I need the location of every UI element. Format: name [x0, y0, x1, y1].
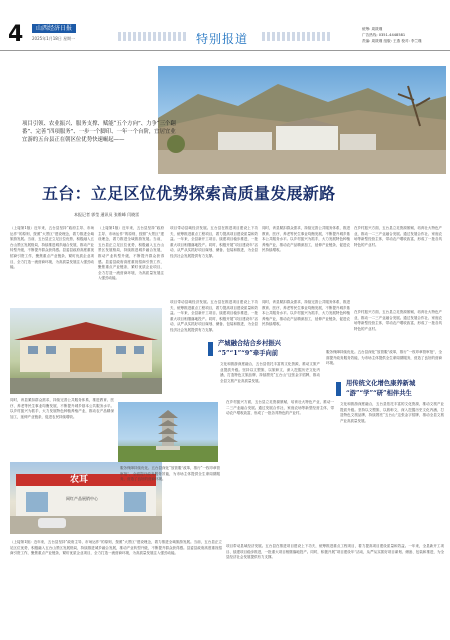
header-rule [0, 50, 450, 51]
photo-traditional-building [10, 308, 162, 394]
subhead-1-line-1: 产城融合结合乡村振兴 [218, 340, 281, 347]
body-column-1: （上接第1版）近年来，五台县坚持“政府主导、市场运作”的原则，按照“大景区”建设理念，着力推进全域旅游发展。当前，五台县正立足区位优势，积极融入五台山景区发展格局，持续推进城乡融合发展，推动产业转型升级，不断提升群众获得感。县委县政府高度重视招商引资工作，聚焦重点产业链条，紧盯优质企业项目，全力打造一流营商环境，为高质量发展注入强劲动能。 [10, 226, 94, 270]
editor-info [362, 26, 422, 44]
body-column-4b: 在乡村振兴方面，五台县立足资源禀赋，培育壮大特色产业，推动一二三产业融合发展。通过发展合作社、家庭农场等新型经营主体，带动农户增收致富，形成了一批各具特色的产业村。 [354, 310, 442, 331]
mountain-village-illustration [158, 66, 446, 174]
body-column-2: 项目带动县域经济发展。五台县在推进项目建设上下功夫，统筹推进重点工程项目，着力提高项目建设质量和效益。一年来，全县新开工项目、续建项目稳步推进，一批重大项目相继落地投产。同时，积极开展“项目建设年”活动，从严从实抓好项目谋划、储备、包装和推进，为全县经济社会发展提供有力支撑。 [170, 226, 258, 258]
traditional-building-illustration [10, 308, 162, 394]
body-column-8: 在乡村振兴方面，五台县立足资源禀赋，培育壮大特色产业，推动一二三产业融合发展。通过发展合作社、家庭农场等新型经营主体，带动农户增收致富，形成了一批各具特色的产业村。 [226, 400, 334, 416]
editor-line-3: 责编: 周筱瑾 组版: 王燕 校对: 李兰瑾 [362, 39, 422, 43]
body-column-11: （上接第1版）近年来，五台县坚持“政府主导、市场运作”的原则，按照“大景区”建设理念，着力推进全域旅游发展。当前，五台县正立足区位优势，积极融入五台山景区发展格局，持续推进城乡融合发展，推动产业转型升级，不断提升群众获得感。县委县政府高度重视招商引资工作，聚焦重点产业链条，紧盯优质企业项目，全力打造一流营商环境，为高质量发展注入强劲动能。 [10, 540, 222, 556]
main-headline: 五台：立足区位优势探索高质量发展新路 [42, 184, 336, 203]
subhead-1-line-2: “5”“1”“9”牵手向前 [218, 350, 279, 357]
subhead-ornament-1 [208, 342, 213, 356]
body-column-2b: 项目带动县域经济发展。五台县在推进项目建设上下功夫，统筹推进重点工程项目，着力提高项目建设质量和效益。一年来，全县新开工项目、续建项目稳步推进，一批重大项目相继落地投产。同时，积极开展“项目建设年”活动，从严从实抓好项目谋划、储备、包装和推进，为全县经济社会发展提供有力支撑。 [170, 300, 258, 332]
body-column-3: 同时，该县紧扣群众需求，持续完善公共服务体系，推进教育、医疗、养老等民生事业均衡发展，不断提升城乡基本公共服务水平。以乡村振兴为抓手，大力发展特色种植养殖产业，推动农产品精深加工，延伸产业链条，促进农民持续增收。 [262, 226, 350, 253]
body-column-10: 服务保障持续优化。五台县深化“放管服”改革，推行“一枚印章管审批”，全面提升政务服务效能，为市场主体提供全生命周期服务，营造了良好的营商环境。 [120, 466, 220, 482]
editor-line-2: 广告热线: 0351-4448581 [362, 33, 406, 37]
shop-sign-text: 农耳 [70, 475, 89, 485]
body-column-6: 服务保障持续优化。五台县深化“放管服”改革，推行“一枚印章管审批”，全面提升政务服务效能，为市场主体提供全生命周期服务，营造了良好的营商环境。 [326, 350, 442, 366]
shop-sign-subtext: 网红产品展销中心 [66, 496, 98, 501]
page-number: 4 [8, 22, 24, 47]
masthead-paper-name: 山西经济日报 [32, 24, 76, 33]
masthead-date-line: 2025年1月18日 星期一 [32, 36, 76, 41]
byline: 本报记者 郭莹 通讯员 张维峰 闫晓雷 [74, 212, 140, 217]
subhead-2-line-1: 用传统文化增色康养新城 [346, 380, 416, 387]
section-divider-left [118, 32, 188, 41]
lead-paragraph: 项目引领、农业振兴、服务支撑、赋能“五个方向”、力争“三个翻番”、完善“四项服务”、一步一个脚印、一年一个台阶，宜居宜业宜游的五台县正在朝区位优势快速崛起—— [22, 121, 176, 144]
pagoda-illustration [118, 402, 218, 462]
body-column-1b: （上接第1版）近年来，五台县坚持“政府主导、市场运作”的原则，按照“大景区”建设理念，着力推进全域旅游发展。当前，五台县正立足区位优势，积极融入五台山景区发展格局，持续推进城乡融合发展，推动产业转型升级，不断提升群众获得感。县委县政府高度重视招商引资工作，聚焦重点产业链条，紧盯优质企业项目，全力打造一流营商环境，为高质量发展注入强劲动能。 [98, 226, 164, 281]
section-title: 特别报道 [196, 32, 249, 46]
body-column-5: 文化和旅游深度融合，五台县依托丰富的文化资源，推动文旅产业提质升级。坚持以文塑旅、以旅彰文，深入挖掘历史文化内涵，打造特色文旅品牌，持续擦亮“五台山”这张金字招牌，推动全县文旅产业高质量发展。 [220, 362, 320, 383]
body-column-7: 同时，该县紧扣群众需求，持续完善公共服务体系，推进教育、医疗、养老等民生事业均衡发展，不断提升城乡基本公共服务水平。以乡村振兴为抓手，大力发展特色种植养殖产业，推动农产品精深加工，延伸产业链条，促进农民持续增收。 [10, 398, 114, 419]
subhead-ornament-2 [336, 382, 341, 396]
section-divider-right [262, 32, 332, 41]
photo-pagoda [118, 402, 218, 462]
top-photo-mountain-village [158, 66, 446, 174]
body-column-9: 文化和旅游深度融合，五台县依托丰富的文化资源，推动文旅产业提质升级。坚持以文塑旅、以旅彰文，深入挖掘历史文化内涵，打造特色文旅品牌，持续擦亮“五台山”这张金字招牌，推动全县文旅产业高质量发展。 [340, 402, 444, 423]
body-column-12: 项目带动县域经济发展。五台县在推进项目建设上下功夫，统筹推进重点工程项目，着力提高项目建设质量和效益。一年来，全县新开工项目、续建项目稳步推进，一批重大项目相继落地投产。同时，积极开展“项目建设年”活动，从严从实抓好项目谋划、储备、包装和推进，为全县经济社会发展提供有力支撑。 [226, 544, 444, 560]
body-column-4: 在乡村振兴方面，五台县立足资源禀赋，培育壮大特色产业，推动一二三产业融合发展。通过发展合作社、家庭农场等新型经营主体，带动农户增收致富，形成了一批各具特色的产业村。 [354, 226, 442, 247]
subhead-2-line-2: “游”“学”“研”相伴共生 [346, 390, 412, 397]
body-column-3b: 同时，该县紧扣群众需求，持续完善公共服务体系，推进教育、医疗、养老等民生事业均衡发展，不断提升城乡基本公共服务水平。以乡村振兴为抓手，大力发展特色种植养殖产业，推动农产品精深加工，延伸产业链条，促进农民持续增收。 [262, 300, 350, 327]
editor-line-1: 统筹: 周筱瑾 [362, 27, 383, 31]
